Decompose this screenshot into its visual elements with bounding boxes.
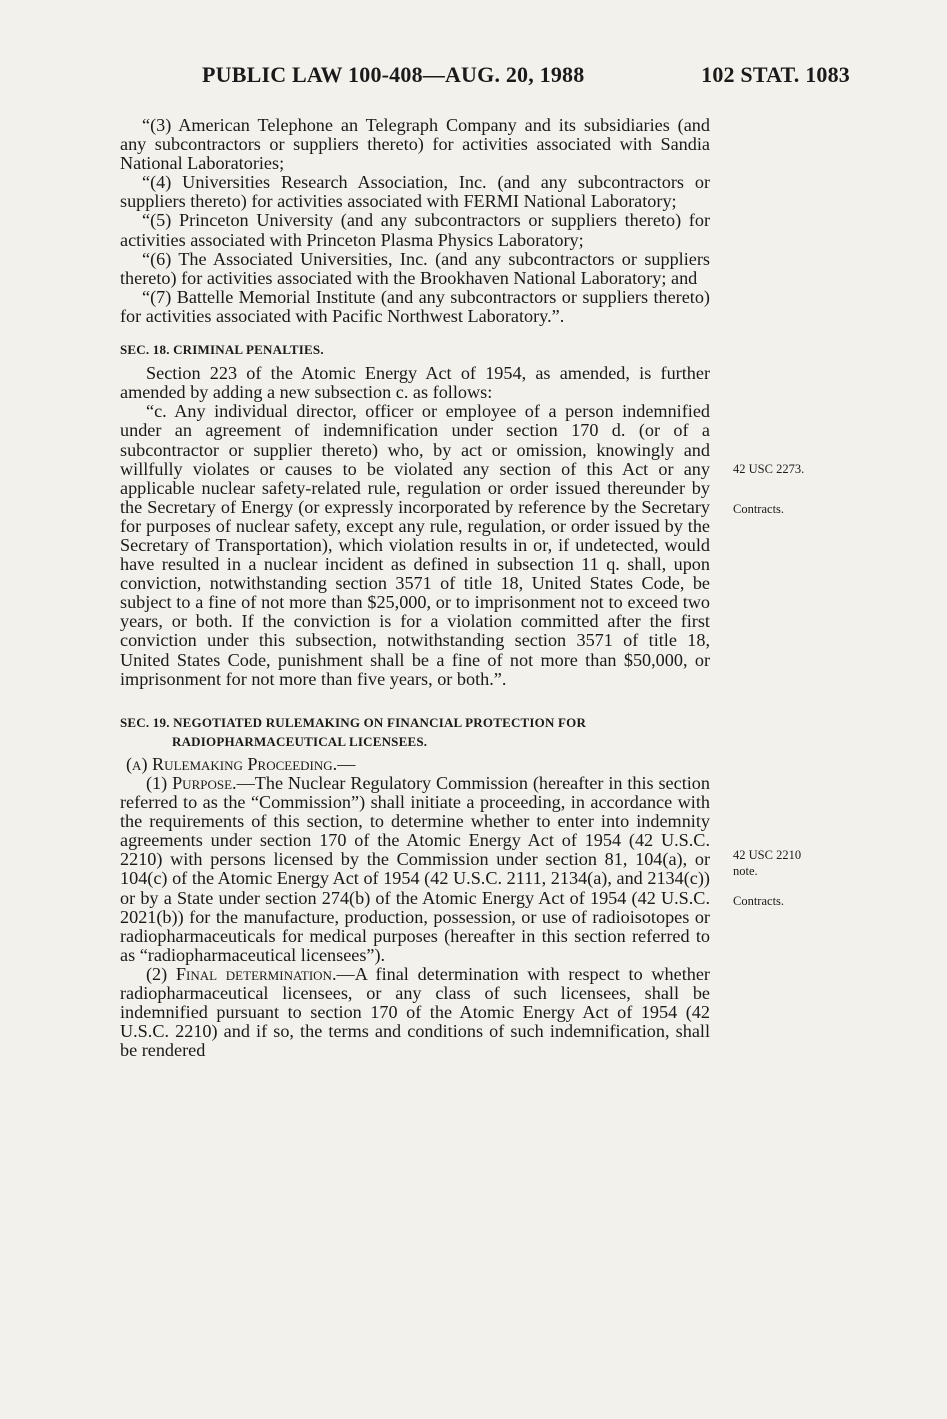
list-item: “(7) Battelle Memorial Institute (and any subcontractors or suppliers thereto) for activities associated with Pacific Northwest Laboratory.”. bbox=[120, 286, 710, 326]
margin-note-usc-2210: 42 USC 2210 bbox=[733, 848, 802, 862]
paragraph-1-purpose bbox=[120, 774, 710, 965]
section-18-subsection-c: “c. Any individual director, officer or employee of a person indemnified under an agreement of indemnification under section 170 d. (or of a subcontractor or supplier thereto) who, by act or omission, knowingly and willfully violates or causes to be violated any section of this Act or any applicable nuclear safety-related rule, regulation or order issued thereunder by the Secretary of Energy (or expressly incorporated by reference by the Secretary for purposes of nuclear safety, except any rule, regulation, or order issued by the Secretary of Transportation), which violation results in or, if undetected, would have resulted in a nuclear incident as defined in subsection 11 q. shall, upon conviction, notwithstanding section 3571 of title 18, United States Code, be subject to a fine of not more than $25,000, or to imprisonment not to exceed two years, or both. If the conviction is for a violation committed after the first conviction under this subsection, notwithstanding section 3571 of title 18, United States Code, punishment shall be a fine of not more than $50,000, or imprisonment for not more than five years, or both.”. bbox=[120, 401, 710, 689]
margin-note-contracts: Contracts. bbox=[733, 502, 785, 516]
page-title: PUBLIC LAW 100-408—AUG. 20, 1988 bbox=[202, 62, 585, 87]
paragraph-1-label: (1) Purpose. bbox=[146, 773, 237, 793]
section-18-heading: SEC. 18. CRIMINAL PENALTIES. bbox=[120, 342, 324, 358]
section-19-heading-line1: SEC. 19. NEGOTIATED RULEMAKING ON FINANCIAL PROTECTION FOR bbox=[120, 714, 587, 730]
page-header bbox=[120, 62, 850, 94]
statute-page-number: 102 STAT. 1083 bbox=[701, 62, 850, 87]
list-item: “(5) Princeton University (and any subcontractors or suppliers thereto) for activities associated with Princeton Plasma Physics Laboratory; bbox=[120, 210, 710, 250]
margin-note-contracts-2: Contracts. bbox=[733, 894, 785, 908]
list-item: “(3) American Telephone an Telegraph Company and its subsidiaries (and any subcontractors or suppliers thereto) for activities associated with Sandia National Laboratories; bbox=[120, 115, 710, 174]
subsection-a-heading: (a) Rulemaking Proceeding.— bbox=[126, 753, 356, 774]
margin-note-usc-2273: 42 USC 2273. bbox=[733, 462, 805, 476]
paragraph-2-final-determination bbox=[120, 965, 710, 1060]
paragraph-1-text: —The Nuclear Regulatory Commission (hereafter in this section referred to as the “Commission”) shall initiate a proceeding, in accordance with the requirements of this section, to determine whether to enter into indemnity agreements under section 170 of the Atomic Energy Act of 1954 (42 U.S.C. 2210) with persons licensed by the Commission under section 81, 104(a), or 104(c) of the Atomic Energy Act of 1954 (42 U.S.C. 2111, 2134(a), and 2134(c)) or by a State under section 274(b) of the Atomic Energy Act of 1954 (42 U.S.C. 2021(b)) for the manufacture, production, possession, or use of radioisotopes or radiopharmaceuticals for medical purposes (hereafter in this section referred to as “radiopharmaceutical licensees”). bbox=[120, 773, 710, 965]
paragraph-2-text: —A final determination with respect to whether radiopharmaceutical licensees, or any class of such licensees, shall be indemnified pursuant to section 170 of the Atomic Energy Act of 1954 (42 U.S.C. 2210) and if so, the terms and conditions of such indemnification, shall be rendered bbox=[120, 963, 710, 1061]
list-item: “(6) The Associated Universities, Inc. (and any subcontractors or suppliers thereto) for activities associated with the Brookhaven National Laboratory; and bbox=[120, 248, 710, 288]
section-18-intro: Section 223 of the Atomic Energy Act of 1954, as amended, is further amended by adding a new subsection c. as follows: bbox=[120, 363, 710, 403]
section-19-heading-line2: RADIOPHARMACEUTICAL LICENSEES. bbox=[172, 733, 428, 749]
margin-note-note: note. bbox=[733, 864, 758, 878]
list-item: “(4) Universities Research Association, Inc. (and any subcontractors or suppliers thereto) for activities associated with FERMI National Laboratory; bbox=[120, 172, 710, 212]
section-19-heading bbox=[120, 713, 710, 751]
paragraph-2-label: (2) Final determination. bbox=[146, 963, 337, 984]
page-body bbox=[120, 116, 710, 1060]
